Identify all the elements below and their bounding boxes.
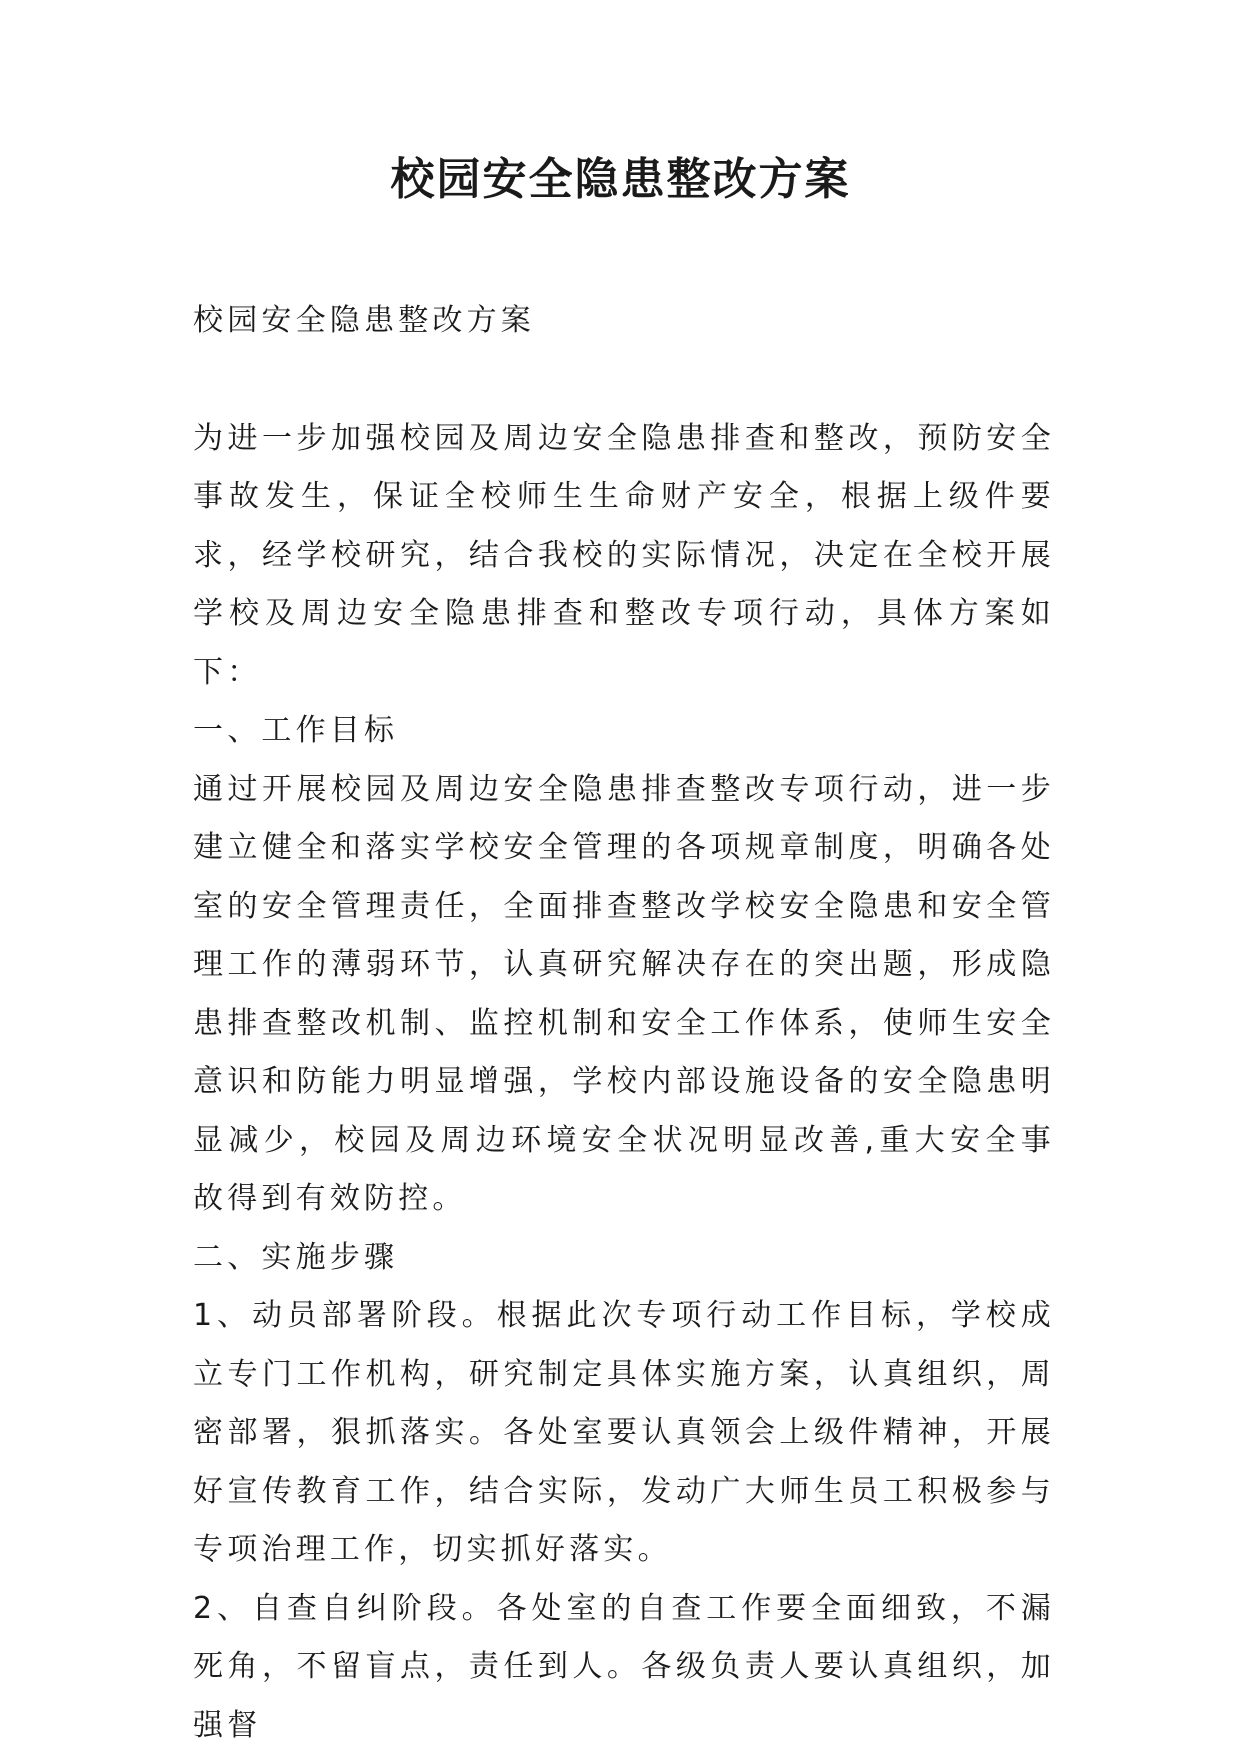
document-subtitle: 校园安全隐患整改方案 <box>193 292 1055 351</box>
paragraph-step-2: 2、自查自纠阶段。各处室的自查工作要全面细致，不漏死角，不留盲点，责任到人。各级负责人要认真组织，加强督 <box>193 1580 1055 1755</box>
document-title: 校园安全隐患整改方案 <box>0 150 1241 210</box>
section-heading-goals: 一、工作目标 <box>193 702 1055 761</box>
paragraph-intro: 为进一步加强校园及周边安全隐患排查和整改，预防安全事故发生，保证全校师生生命财产安全，根据上级件要求，经学校研究，结合我校的实际情况，决定在全校开展学校及周边安全隐患排查和整改专项行动，具体方案如下： <box>193 410 1055 703</box>
section-heading-steps: 二、实施步骤 <box>193 1229 1055 1288</box>
paragraph-goals: 通过开展校园及周边安全隐患排查整改专项行动，进一步建立健全和落实学校安全管理的各项规章制度，明确各处室的安全管理责任，全面排查整改学校安全隐患和安全管理工作的薄弱环节，认真研究解决存在的突出题，形成隐患排查整改机制、监控机制和安全工作体系，使师生安全意识和防能力明显增强，学校内部设施设备的安全隐患明显减少，校园及周边环境安全状况明显改善,重大安全事故得到有效防控。 <box>193 761 1055 1229</box>
document-body <box>193 292 1055 1755</box>
paragraph-step-1: 1、动员部署阶段。根据此次专项行动工作目标，学校成立专门工作机构，研究制定具体实施方案，认真组织，周密部署，狠抓落实。各处室要认真领会上级件精神，开展好宣传教育工作，结合实际，发动广大师生员工积极参与专项治理工作，切实抓好落实。 <box>193 1287 1055 1580</box>
